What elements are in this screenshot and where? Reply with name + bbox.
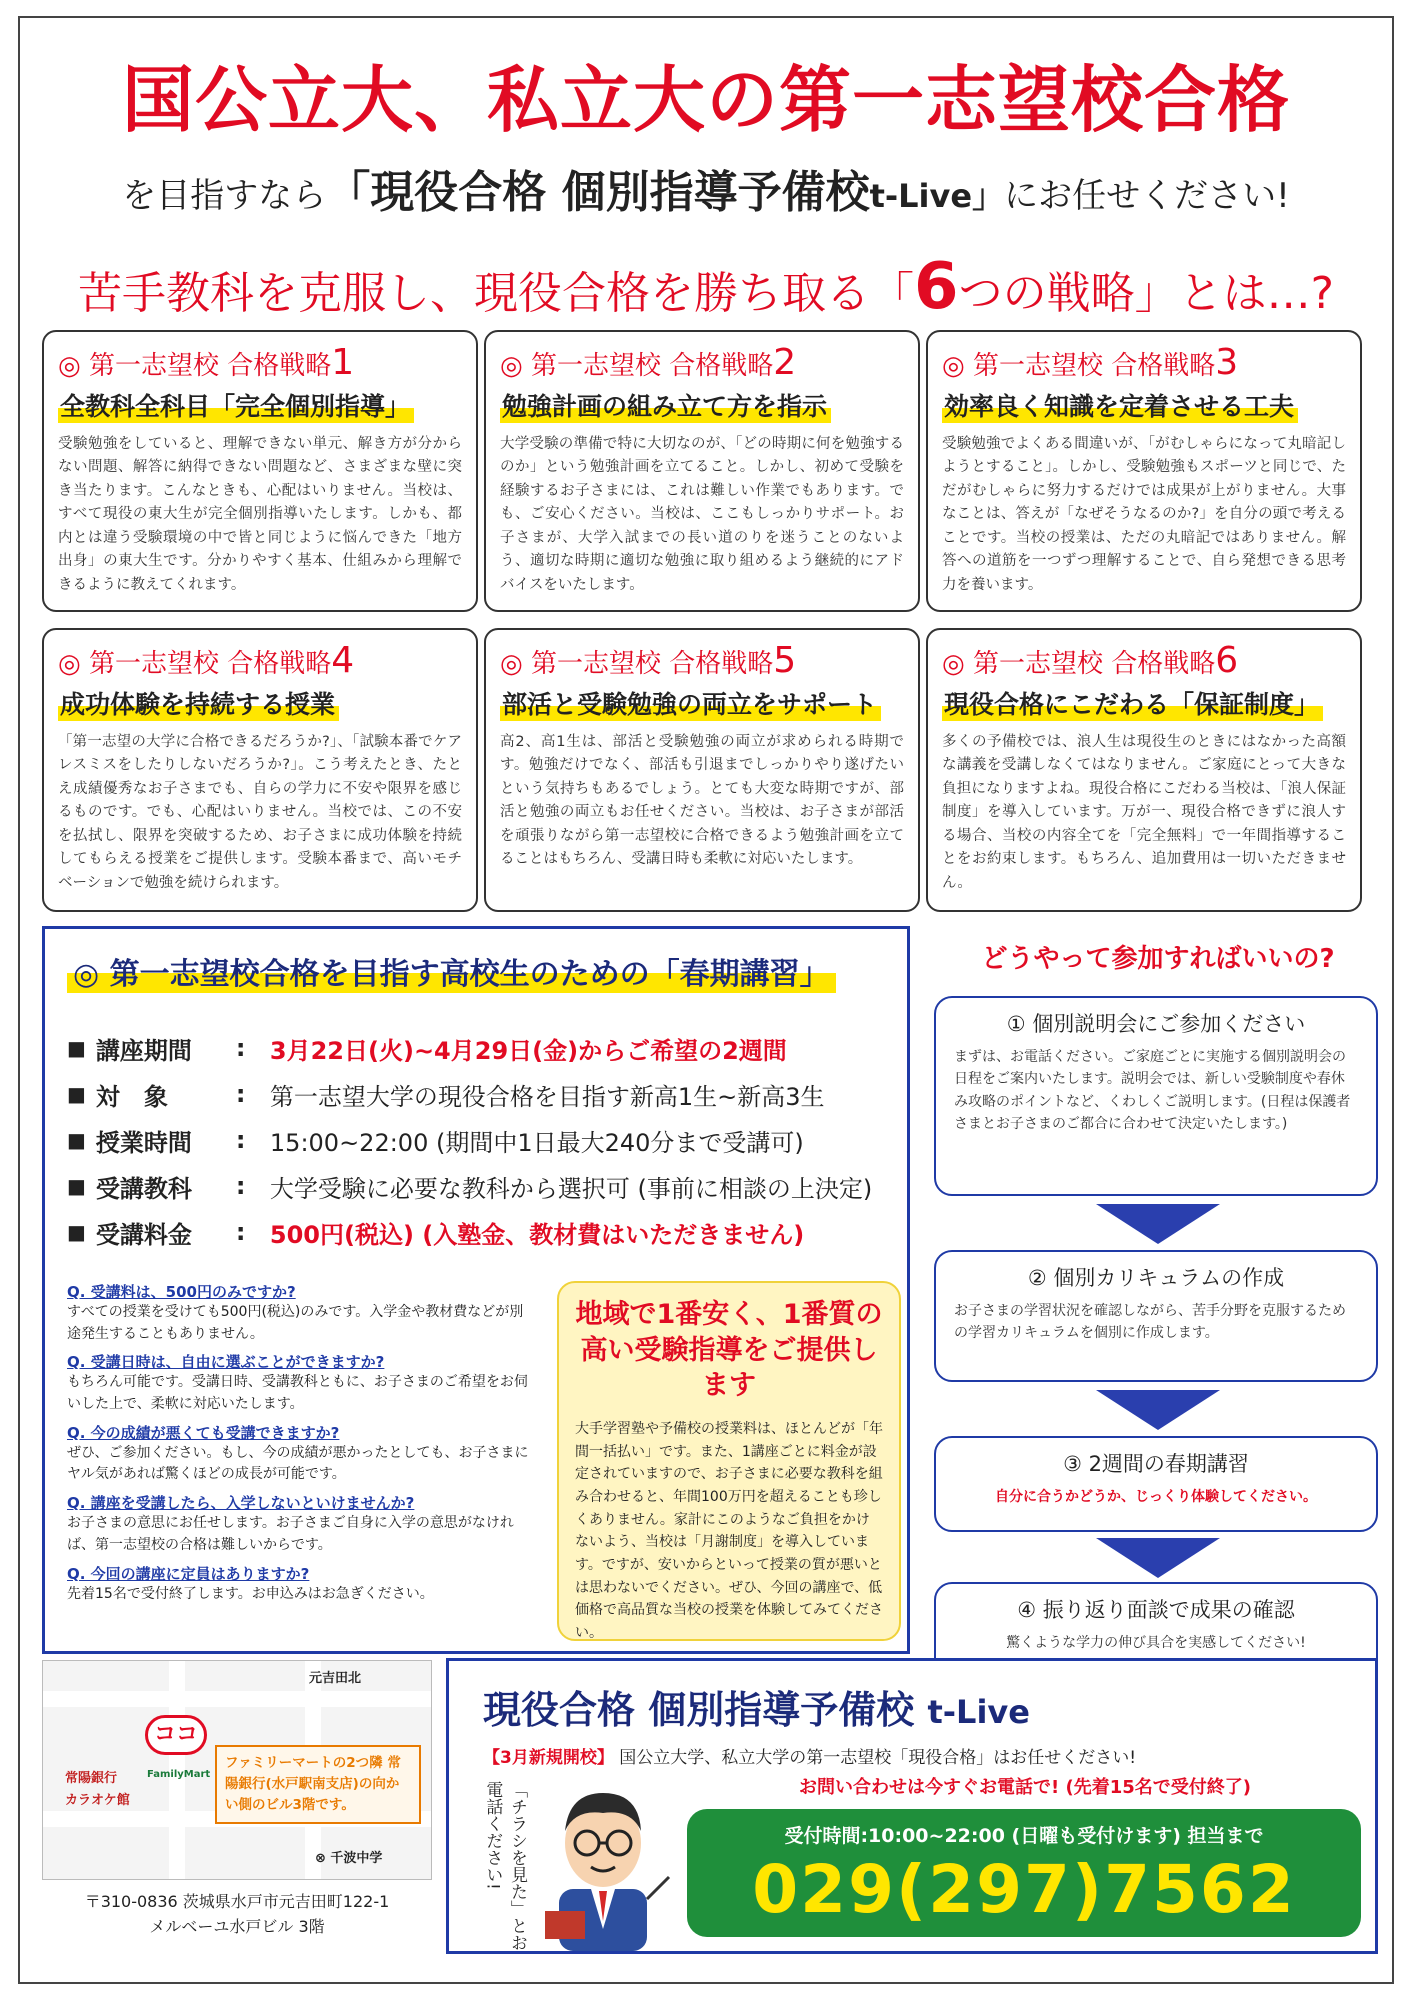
faq-answer: もちろん可能です。受講日時、受講教科ともに、お子さまのご希望をお伺いした上で、柔軟に対応いたします。: [67, 1374, 528, 1413]
map-school-label: [315, 1847, 382, 1866]
card-head: [942, 342, 1346, 383]
map-pin: ココ: [145, 1715, 207, 1755]
row-label: 授業時間: [95, 1128, 192, 1157]
strategy-card-1: [42, 330, 478, 612]
faq-question: Q. 受講料は、500円のみですか?: [67, 1283, 296, 1301]
course-row-target: [67, 1071, 897, 1117]
howto-title: どうやって参加すればいいの?: [981, 944, 1335, 974]
step-body: まずは、お電話ください。ご家庭ごとに実施する個別説明会の日程をご案内いたします。説明会では、新しい受験制度や春休み攻略のポイントなど、くわしくご説明します。(日程は保護者さまとお子さまのご都合に合わせて決定いたします。): [954, 1049, 1351, 1133]
card-title: 現役合格にこだわる「保証制度」: [942, 685, 1323, 721]
card-number: 4: [331, 640, 355, 681]
row-colon: :: [235, 1218, 246, 1246]
faq-answer: ぜひ、ご参加ください。もし、今の成績が悪かったとしても、お子さまにヤル気があれば驚くほどの成長が可能です。: [67, 1444, 529, 1483]
access-map: [42, 1660, 432, 1880]
card-title: 部活と受験勉強の両立をサポート: [500, 685, 881, 721]
course-row-period: [67, 1025, 897, 1071]
card-body: 「第一志望の大学に合格できるだろうか?」、「試験本番でケアレスミスをしたりしないだろうか?」。こう考えたとき、たとえ成績優秀なお子さまでも、自らの学力に不安や限界を感じるものです。でも、心配はいりません。当校では、この不安を払拭し、限界を突破するため、お子さまに成功体験を持続してもらえる授業をご提供します。受験本番まで、高いモチベーションで勉強を続けられます。: [58, 734, 462, 891]
card-head: [500, 640, 904, 681]
main-headline: 国公立大、私立大の第一志望校合格: [121, 58, 1290, 142]
map-karaoke-label: カラオケ館: [65, 1793, 130, 1808]
row-value: 大学受験に必要な教科から選択可 (事前に相談の上決定): [269, 1174, 873, 1203]
card-head: [500, 342, 904, 383]
school-brand: t-Live: [927, 1693, 1030, 1731]
step-body: 自分に合うかどうか、じっくり体験してください。: [995, 1489, 1317, 1505]
map-bank-label: 常陽銀行: [65, 1771, 118, 1786]
faq-question: Q. 受講日時は、自由に選ぶことができますか?: [67, 1353, 385, 1372]
card-title: 効率良く知識を定着させる工夫: [942, 387, 1298, 423]
school-name: [483, 1679, 1030, 1734]
step-body: お子さまの学習状況を確認しながら、苦手分野を克服するための学習カリキュラムを個別に作成します。: [954, 1303, 1346, 1342]
step-1: [934, 996, 1378, 1196]
row-value: 3月22日(火)~4月29日(金)からご希望の2週間: [269, 1036, 787, 1065]
card-head-label: ◎ 第一志望校 合格戦略: [500, 351, 774, 381]
card-number: 6: [1215, 640, 1239, 681]
card-number: 5: [773, 640, 797, 681]
card-title: 全教科全科目「完全個別指導」: [58, 387, 414, 423]
card-head-label: ◎ 第一志望校 合格戦略: [942, 351, 1216, 381]
row-value: 15:00~22:00 (期間中1日最大240分まで受講可): [269, 1128, 804, 1157]
strategy-post: つの戦略」とは…?: [958, 268, 1334, 319]
row-value: 第一志望大学の現役合格を目指す新高1生~新高3生: [269, 1082, 825, 1111]
step-3: [934, 1436, 1378, 1532]
sub-pre: を目指すなら: [122, 176, 327, 216]
promo-body: 大手学習塾や予備校の授業料は、ほとんどが「年間一括払い」です。また、1講座ごとに料金が設定されていますので、お子さまに必要な教科を組み合わせると、年間100万円を超えることも珍しくありません。家計にこのようなご負担をかけないよう、当校は「月謝制度」を導入しています。ですが、安いからといって授業の質が悪いとは思わないでください。ぜひ、今回の講座で、低価格で高品質な当校の授業を体験してみてください。: [575, 1420, 883, 1641]
card-head-label: ◎ 第一志望校 合格戦略: [58, 351, 332, 381]
faq-question: Q. 講座を受講したら、入学しないといけませんか?: [67, 1494, 415, 1513]
strategy-card-3: [926, 330, 1362, 612]
faq-list: [67, 1275, 531, 1605]
course-row-hours: [67, 1117, 897, 1163]
row-colon: :: [235, 1126, 246, 1154]
strategy-card-2: [484, 330, 920, 612]
square-bullet-icon: ■: [67, 1036, 86, 1060]
row-colon: :: [235, 1172, 246, 1200]
row-colon: :: [235, 1080, 246, 1108]
card-head-label: ◎ 第一志望校 合格戦略: [58, 649, 332, 679]
card-title: 成功体験を持続する授業: [58, 685, 339, 721]
step-title: ③ 2週間の春期講習: [1063, 1452, 1249, 1476]
step-title: ② 個別カリキュラムの作成: [1027, 1266, 1285, 1290]
step-body: 驚くような学力の伸び具合を実感してください!: [1006, 1635, 1306, 1651]
card-number: 1: [331, 342, 355, 383]
step-2: [934, 1250, 1378, 1382]
teacher-illustration-icon: [535, 1779, 671, 1951]
promo-box: [557, 1281, 901, 1641]
promo-title: 地域で1番安く、1番質の高い受験指導をご提供します: [575, 1299, 883, 1402]
spring-course-box: [42, 926, 910, 1654]
row-label: 受講料金: [95, 1220, 192, 1249]
course-row-subjects: [67, 1163, 897, 1209]
strategy-headline: [0, 250, 1412, 324]
card-head-label: ◎ 第一志望校 合格戦略: [942, 649, 1216, 679]
course-details: [67, 1025, 897, 1255]
inquiry-text: お問い合わせは今すぐお電話で! (先着15名で受付終了): [799, 1777, 1251, 1798]
reception-hours: 受付時間:10:00~22:00 (日曜も受付けます) 担当まで: [784, 1825, 1264, 1847]
school-contact-box: [446, 1658, 1378, 1954]
faq-answer: すべての授業を受けても500円(税込)のみです。入学金や教材費などが別途発生することもありません。: [67, 1304, 524, 1342]
faq-question: Q. 今の成績が悪くても受講できますか?: [67, 1423, 340, 1442]
phone-box: [687, 1809, 1361, 1937]
down-arrow-icon: [1096, 1204, 1220, 1244]
strategy-card-6: [926, 628, 1362, 912]
vertical-note: 「チラシを見た」とお電話ください!: [482, 1781, 527, 1951]
faq-question: Q. 今回の講座に定員はありますか?: [67, 1564, 310, 1583]
card-body: 高2、高1生は、部活と受験勉強の両立が求められる時期です。勉強だけでなく、部活も引退までしっかりやり遂げたいという気持ちもあるでしょう。とても大変な時期ですが、部活と勉強の両立もお任せください。当校は、お子さまが部活を頑張りながら第一志望校に合格できるよう勉強計画を立てることはもちろん、受講日時も柔軟に対応いたします。: [500, 734, 904, 868]
school-subtitle-text: 国公立大学、私立大学の第一志望校「現役合格」はお任せください!: [619, 1748, 1137, 1768]
step-title: ① 個別説明会にご参加ください: [1006, 1012, 1306, 1036]
school-name-text: 現役合格 個別指導予備校: [483, 1688, 915, 1732]
row-label: 対 象: [95, 1082, 168, 1111]
map-street-label: 元吉田北: [309, 1671, 362, 1686]
school-subtitle: [483, 1743, 1136, 1768]
faq-answer: 先着15名で受付終了します。お申込みはお急ぎください。: [67, 1585, 434, 1602]
card-head: [58, 342, 462, 383]
map-note: ファミリーマートの2つ隣 常陽銀行(水戸駅南支店)の向かい側のビル3階です。: [215, 1745, 421, 1824]
course-row-fee: [67, 1209, 897, 1255]
strategy-num: 6: [914, 250, 959, 324]
strategy-card-4: [42, 628, 478, 912]
card-number: 2: [773, 342, 797, 383]
square-bullet-icon: ■: [67, 1220, 86, 1244]
strategy-card-5: [484, 628, 920, 912]
down-arrow-icon: [1096, 1390, 1220, 1430]
sub-headline: [0, 156, 1412, 220]
sub-tlive: t-Live」: [869, 177, 1005, 215]
card-number: 3: [1215, 342, 1239, 383]
row-value: 500円(税込) (入塾金、教材費はいただきません): [269, 1220, 805, 1249]
sub-school: 「現役合格 個別指導予備校: [326, 167, 870, 218]
card-body: 多くの予備校では、浪人生は現役生のときにはなかった高額な講義を受講しなくてはなりません。ご家庭にとって大きな負担になりますよね。現役合格にこだわる当校は、「浪人保証制度」を導入しています。万が一、現役合格できずに浪人する場合、当校の内容全てを「完全無料」で一年間指導することをお約束します。もちろん、追加費用は一切いただきません。: [942, 734, 1346, 891]
card-head: [58, 640, 462, 681]
square-bullet-icon: ■: [67, 1128, 86, 1152]
sub-post: にお任せください!: [1004, 176, 1290, 216]
address: [42, 1890, 432, 1940]
step-title: ④ 振り返り面談で成果の確認: [1017, 1598, 1295, 1622]
map-road: [43, 1691, 432, 1707]
spring-title: ◎ 第一志望校合格を目指す高校生のための「春期講習」: [67, 949, 836, 993]
address-line-2: メルベーユ水戸ビル 3階: [149, 1916, 325, 1936]
card-head-label: ◎ 第一志望校 合格戦略: [500, 649, 774, 679]
card-body: 受験勉強でよくある間違いが、「がむしゃらになって丸暗記しようとすること」。しかし、受験勉強もスポーツと同じで、ただがむしゃらに努力するだけでは成果が上がりません。大事なことは、答えが「なぜそうなるのか?」を自分の頭で考えることです。当校の授業は、ただの丸暗記ではありません。解答への道筋を一つずつ理解することで、自ら発想できる思考力を養います。: [942, 436, 1346, 593]
opening-tag: 【3月新規開校】: [483, 1748, 614, 1768]
card-title: 勉強計画の組み立て方を指示: [500, 387, 831, 423]
strategy-pre: 苦手教科を克服し、現役合格を勝ち取る「: [78, 268, 915, 319]
row-label: 講座期間: [95, 1036, 192, 1065]
faq-answer: お子さまの意思にお任せします。お子さまご自身に入学の意思がなければ、第一志望校の合格は難しいからです。: [67, 1515, 514, 1553]
row-label: 受講教科: [95, 1174, 192, 1203]
card-head: [942, 640, 1346, 681]
phone-number[interactable]: 029(297)7562: [752, 1851, 1296, 1928]
square-bullet-icon: ■: [67, 1174, 86, 1198]
map-famima-label: FamilyMart: [147, 1769, 211, 1780]
down-arrow-icon: [1096, 1538, 1220, 1578]
card-body: 大学受験の準備で特に大切なのが、「どの時期に何を勉強するのか」という勉強計画を立てること。しかし、初めて受験を経験するお子さまには、これは難しい作業でもあります。でも、ご安心ください。当校は、ここもしっかりサポート。お子さまが、大学入試までの長い道のりを迷うことのないよう、適切な時期に適切な勉強に取り組めるよう継続的にアドバイスをいたします。: [500, 436, 904, 593]
address-line-1: 〒310-0836 茨城県水戸市元吉田町122-1: [84, 1892, 390, 1911]
map-school-name: 千波中学: [330, 1851, 383, 1866]
card-body: 受験勉強をしていると、理解できない単元、解き方が分からない問題、解答に納得できない問題など、さまざまな壁に突き当たります。こんなときも、心配はいりません。当校は、すべて現役の東大生が完全個別指導いたします。しかも、都内とは違う受験環境の中で皆と同じように悩んできた「地方出身」の東大生です。分かりやすく基本、仕組みから理解できるように教えてくれます。: [58, 436, 462, 593]
row-colon: :: [235, 1034, 246, 1062]
square-bullet-icon: ■: [67, 1082, 86, 1106]
school-symbol-icon: ⊗: [315, 1851, 331, 1866]
